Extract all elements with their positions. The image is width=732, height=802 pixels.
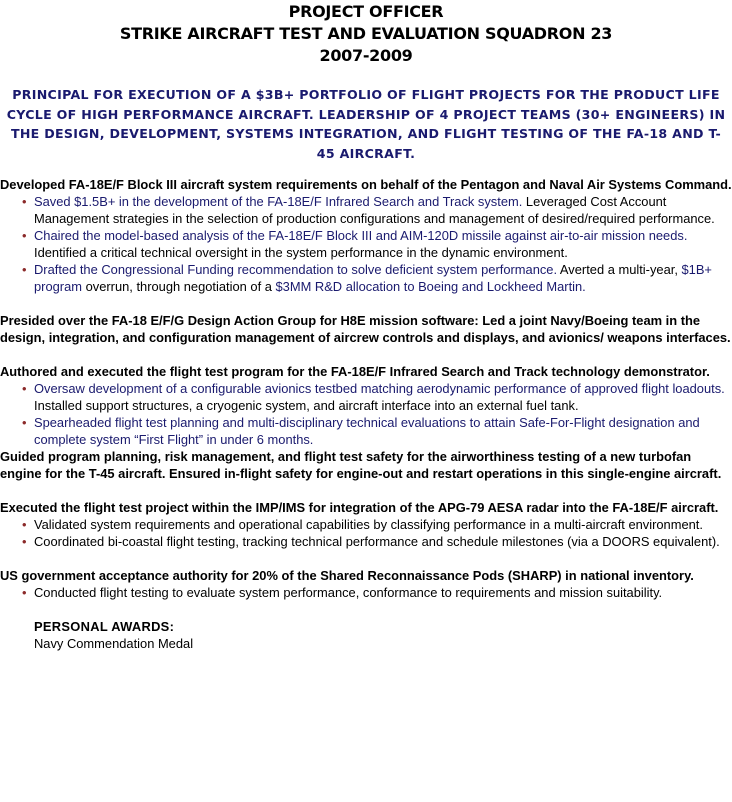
award-item: Navy Commendation Medal (34, 636, 194, 651)
bullet-list (0, 380, 732, 448)
highlight-text: Oversaw development of a configurable avionics testbed matching aerodynamic performance of approved flight loadouts. (34, 381, 725, 396)
list-item (22, 193, 732, 227)
list-item (22, 414, 732, 448)
spacer (0, 295, 732, 312)
list-item (22, 227, 732, 261)
bullet-icon: • (22, 262, 27, 277)
section-block-engine-testing (0, 448, 732, 482)
bullet-icon: • (22, 517, 27, 532)
job-title: PROJECT OFFICER (288, 2, 444, 21)
item-text: Averted a multi-year, (557, 262, 682, 277)
item-text: Coordinated bi-coastal flight testing, tracking technical performance and schedule milestones (via a DOORS equivalent). (34, 534, 720, 549)
bullet-list (0, 584, 732, 601)
section-lead: Guided program planning, risk management, and flight test safety for the airworthiness testing of a new turbofan engine for the T-45 aircraft. Ensured in-flight safety for engine-out and restart operations in this single-engine aircraft. (0, 449, 722, 481)
highlight-text: $1B+ program (34, 262, 712, 294)
bullet-icon: • (22, 534, 27, 549)
highlight-text: Saved $1.5B+ in the development of the FA-18E/F Infrared Search and Track system. (34, 194, 523, 209)
section-block-flight-test-program (0, 363, 732, 448)
section-lead: Developed FA-18E/F Block III aircraft system requirements on behalf of the Pentagon and Naval Air Systems Command. (0, 177, 732, 192)
awards-heading: PERSONAL AWARDS: (34, 619, 175, 634)
spacer (0, 346, 732, 363)
section-block-design-action-group (0, 312, 732, 346)
bullet-list (0, 193, 732, 295)
list-item (22, 584, 732, 601)
list-item (22, 380, 732, 414)
section-block-radar-integration (0, 499, 732, 550)
section-lead: US government acceptance authority for 20% of the Shared Reconnaissance Pods (SHARP) in national inventory. (0, 568, 694, 583)
item-text: overrun, through negotiation of a (82, 279, 276, 294)
resume-header (0, 0, 732, 67)
spacer (0, 601, 732, 618)
section-lead: Authored and executed the flight test program for the FA-18E/F Infrared Search and Track technology demonstrator. (0, 364, 710, 379)
list-item (22, 516, 732, 533)
bullet-icon: • (22, 585, 27, 600)
section-block-acceptance-authority (0, 567, 732, 601)
role-summary: PRINCIPAL FOR EXECUTION OF A $3B+ PORTFOLIO OF FLIGHT PROJECTS FOR THE PRODUCT LIFE CYCLE OF HIGH PERFORMANCE AIRCRAFT. LEADERSHIP OF 4 PROJECT TEAMS (30+ ENGINEERS) IN THE DESIGN, DEVELOPMENT, SYSTEMS INTEGRATION, AND FLIGHT TESTING OF THE FA-18 AND T-45 AIRCRAFT. (6, 87, 726, 161)
highlight-text: Chaired the model-based analysis of the FA-18E/F Block III and AIM-120D missile against air-to-air mission needs. (34, 228, 688, 243)
highlight-text: Drafted the Congressional Funding recommendation to solve deficient system performance. (34, 262, 558, 277)
bullet-icon: • (22, 194, 27, 209)
item-text: Validated system requirements and operational capabilities by classifying performance in a multi-aircraft environment. (34, 517, 703, 532)
organization-name: STRIKE AIRCRAFT TEST AND EVALUATION SQUADRON 23 (119, 24, 613, 43)
experience-body (0, 176, 732, 652)
item-text: Conducted flight testing to evaluate system performance, conformance to requirements and mission suitability. (34, 585, 663, 600)
section-lead: Executed the flight test project within the IMP/IMS for integration of the APG-79 AESA radar into the FA-18E/F aircraft. (0, 500, 719, 515)
spacer (0, 550, 732, 567)
item-text: Installed support structures, a cryogenic system, and aircraft interface into an external fuel tank. (34, 398, 579, 413)
section-lead: Presided over the FA-18 E/F/G Design Action Group for H8E mission software: Led a joint Navy/Boeing team in the design, integration, and configuration management of aircrew controls and displays, and avionics/ weapons interfaces. (0, 313, 731, 345)
bullet-icon: • (22, 415, 27, 430)
bullet-list (0, 516, 732, 550)
highlight-text: Spearheaded flight test planning and multi-disciplinary technical evaluations to attain Safe-For-Flight designation and complete system “First Flight” in under 6 months. (34, 415, 700, 447)
bullet-icon: • (22, 381, 27, 396)
employment-dates: 2007-2009 (319, 46, 413, 65)
bullet-icon: • (22, 228, 27, 243)
item-text: Identified a critical technical oversight in the system performance in the dynamic environment. (34, 245, 568, 260)
spacer (0, 482, 732, 499)
section-block-requirements (0, 176, 732, 295)
list-item (22, 533, 732, 550)
awards-section (0, 618, 732, 652)
list-item (22, 261, 732, 295)
highlight-text: $3MM R&D allocation to Boeing and Lockheed Martin. (275, 279, 586, 294)
item-text: Leveraged Cost Account Management strategies in the selection of production configurations and management of desired/required performance. (34, 194, 715, 226)
